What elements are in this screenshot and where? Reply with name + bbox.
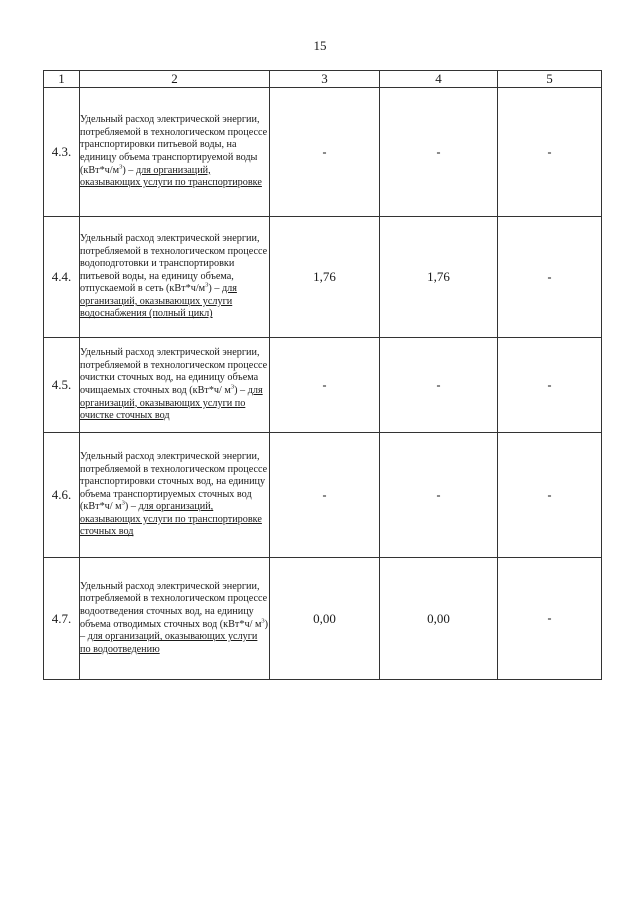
table-header-row bbox=[44, 71, 602, 88]
cell-col3: 1,76 bbox=[270, 217, 380, 338]
row-description: Удельный расход электрической энергии, потребляемой в технологическом процессе водоотведения сточных вод, на единицу объема отводимых сточных вод (кВт*ч/ $м^3$) – для организаций, оказывающих услуги по водоотведению bbox=[80, 558, 270, 680]
table-row bbox=[44, 88, 602, 217]
cell-col5: - bbox=[498, 88, 602, 217]
row-description: Удельный расход электрической энергии, потребляемой в технологическом процессе транспортировки питьевой воды, на единицу объема транспортируемой воды $(кВт*ч/м^3)$ – для организаций, оказывающих услуги по транспортировке bbox=[80, 88, 270, 217]
cell-col3: - bbox=[270, 433, 380, 558]
table-row bbox=[44, 217, 602, 338]
column-header-1: 1 bbox=[44, 71, 80, 88]
row-number: 4.6. bbox=[44, 433, 80, 558]
row-number: 4.4. bbox=[44, 217, 80, 338]
cell-col4: - bbox=[380, 88, 498, 217]
cell-col5: - bbox=[498, 338, 602, 433]
table-row bbox=[44, 558, 602, 680]
row-number: 4.3. bbox=[44, 88, 80, 217]
table-row bbox=[44, 433, 602, 558]
row-number: 4.5. bbox=[44, 338, 80, 433]
row-description: Удельный расход электрической энергии, потребляемой в технологическом процессе очистки сточных вод, на единицу объема очищаемых сточных вод (кВт*ч/ $м^3$) – для организаций, оказывающих услуги по очистке сточных вод bbox=[80, 338, 270, 433]
cell-col3: - bbox=[270, 88, 380, 217]
cell-col4: - bbox=[380, 338, 498, 433]
column-header-3: 3 bbox=[270, 71, 380, 88]
cell-col4: 0,00 bbox=[380, 558, 498, 680]
table-row bbox=[44, 338, 602, 433]
cell-col4: - bbox=[380, 433, 498, 558]
row-description: Удельный расход электрической энергии, потребляемой в технологическом процессе водоподготовки и транспортировки питьевой воды, на единицу объема, отпускаемой в сеть $(кВт*ч/м^3)$ – для организаций, оказывающих услуги водоснабжения (полный цикл) bbox=[80, 217, 270, 338]
cell-col4: 1,76 bbox=[380, 217, 498, 338]
cell-col5: - bbox=[498, 433, 602, 558]
column-header-5: 5 bbox=[498, 71, 602, 88]
cell-col5: - bbox=[498, 558, 602, 680]
cell-col3: 0,00 bbox=[270, 558, 380, 680]
indicators-table bbox=[43, 70, 602, 680]
row-number: 4.7. bbox=[44, 558, 80, 680]
column-header-2: 2 bbox=[80, 71, 270, 88]
cell-col5: - bbox=[498, 217, 602, 338]
column-header-4: 4 bbox=[380, 71, 498, 88]
page-number: 15 bbox=[313, 38, 327, 53]
cell-col3: - bbox=[270, 338, 380, 433]
row-description: Удельный расход электрической энергии, потребляемой в технологическом процессе транспортировки сточных вод, на единицу объема транспортируемых сточных вод (кВт*ч/ $м^3$) – для организаций, оказывающих услуги по транспортировке сточных вод bbox=[80, 433, 270, 558]
